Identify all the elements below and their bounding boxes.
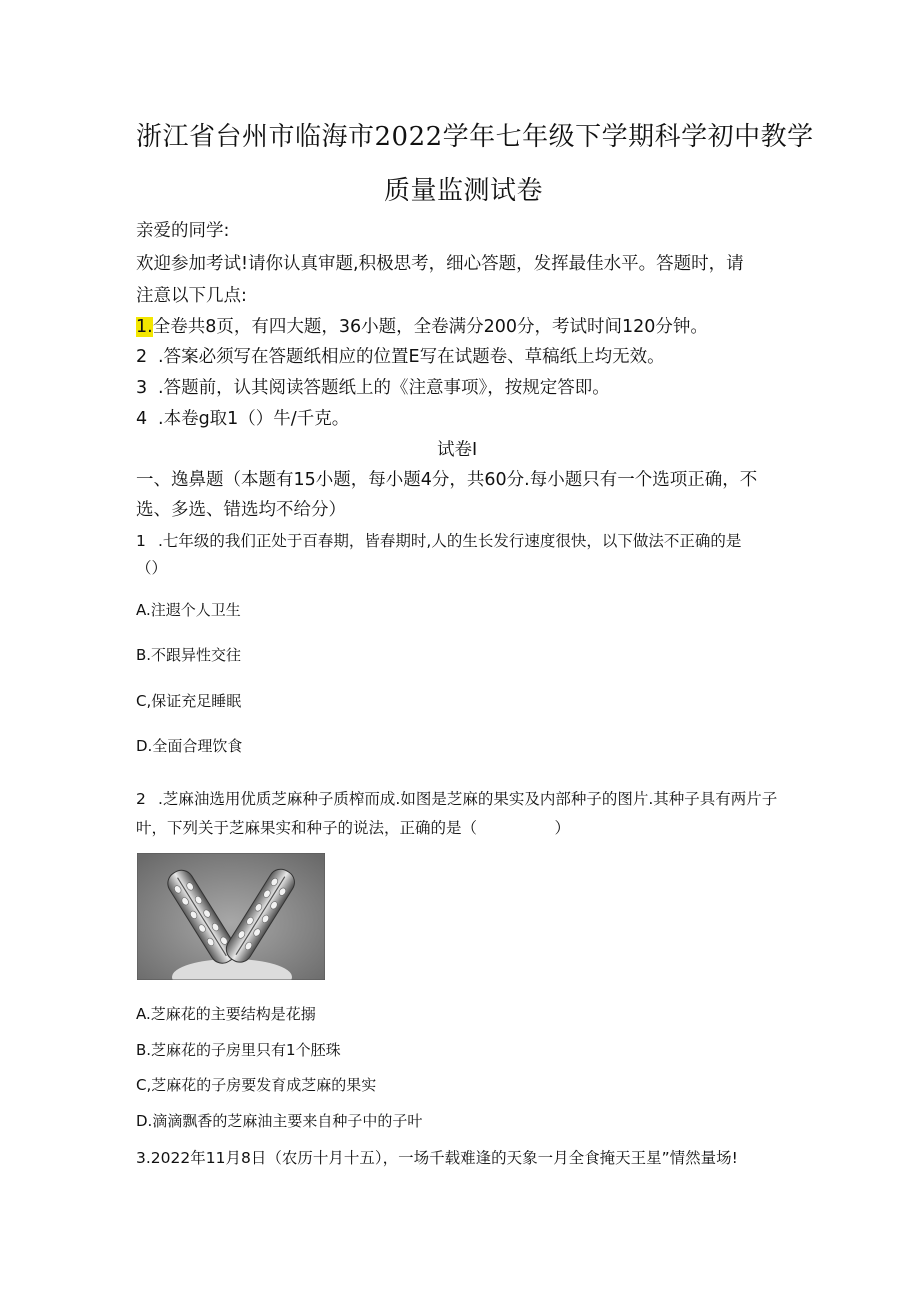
note-2: [136, 343, 665, 368]
note-2-text: .答案必须写在答题纸相应的位置E写在试题卷、草稿纸上均无效。: [158, 347, 665, 367]
q1-option-b: B.不跟异性交往: [136, 646, 242, 664]
intro-line2: 注意以下几点:: [136, 286, 247, 306]
q2-stem-line2: 叶，下列关于芝麻果实和种子的说法，正确的是（ ）: [136, 819, 571, 837]
q2-option-a: A.芝麻花的主要结构是花搦: [136, 1005, 316, 1023]
note-2-number: 2: [136, 347, 148, 367]
q3-stem-line1: 3.2022年11月8日（农历十月十五），一场千载难逢的天象一月全食掩天王星”情然量场!: [136, 1149, 738, 1167]
q1-stem-line2: （）: [136, 559, 168, 577]
q1-option-d: D.全面合理饮食: [136, 737, 243, 755]
q2-number: 2: [136, 790, 146, 808]
q1-stem-text: .七年级的我们正处于百春期，皆春期时,人的生长发行速度很快，以下做法不正确的是: [158, 532, 742, 550]
q2-option-b: B.芝麻花的子房里只有1个胚珠: [136, 1041, 341, 1059]
note-4: [136, 405, 349, 430]
q2-stem-text: .芝麻油选用优质芝麻种子质榨而成.如图是芝麻的果实及内部种子的图片.其种子具有两片子: [158, 790, 778, 808]
note-3: [136, 374, 610, 399]
note-1-number: 1.: [136, 317, 153, 337]
q2-option-d: D.滴滴飘香的芝麻油主要来自种子中的子叶: [136, 1112, 423, 1130]
q2-option-c: C,芝麻花的子房要发育成芝麻的果实: [136, 1076, 377, 1094]
q1-number: 1: [136, 532, 146, 550]
note-3-text: .答题前，认其阅读答题纸上的《注意事项》，按规定答即。: [158, 378, 610, 398]
document-title-line1: 浙江省台州市临海市2022学年七年级下学期科学初中教学: [136, 122, 814, 152]
greeting: 亲爱的同学:: [136, 221, 230, 241]
q1-stem-line1: [136, 529, 741, 551]
q1-option-a: A.注遐个人卫生: [136, 601, 241, 619]
sesame-fruit-photo: [137, 853, 325, 980]
intro-line1: 欢迎参加考试!请你认真审题,积极思考，细心答题，发挥最佳水平。答题时，请: [136, 254, 744, 274]
note-4-text: .本卷g取1（）牛/千克。: [158, 409, 350, 429]
q2-stem-line1: [136, 787, 777, 809]
paper-label: 试卷I: [437, 440, 478, 460]
q1-option-c: C,保证充足睡眠: [136, 692, 242, 710]
note-1: [136, 313, 708, 338]
document-title-line2: 质量监测试卷: [384, 176, 544, 206]
note-4-number: 4: [136, 409, 148, 429]
note-3-number: 3: [136, 378, 148, 398]
section1-heading-line1: 一、逸鼻题（本题有15小题，每小题4分，共60分.每小题只有一个选项正确，不: [136, 470, 758, 490]
section1-heading-line2: 选、多选、错选均不给分）: [136, 500, 346, 520]
sesame-fruit-illustration: [137, 853, 325, 980]
note-1-text: 全卷共8页，有四大题，36小题，全卷满分200分，考试时间120分钟。: [152, 317, 708, 337]
